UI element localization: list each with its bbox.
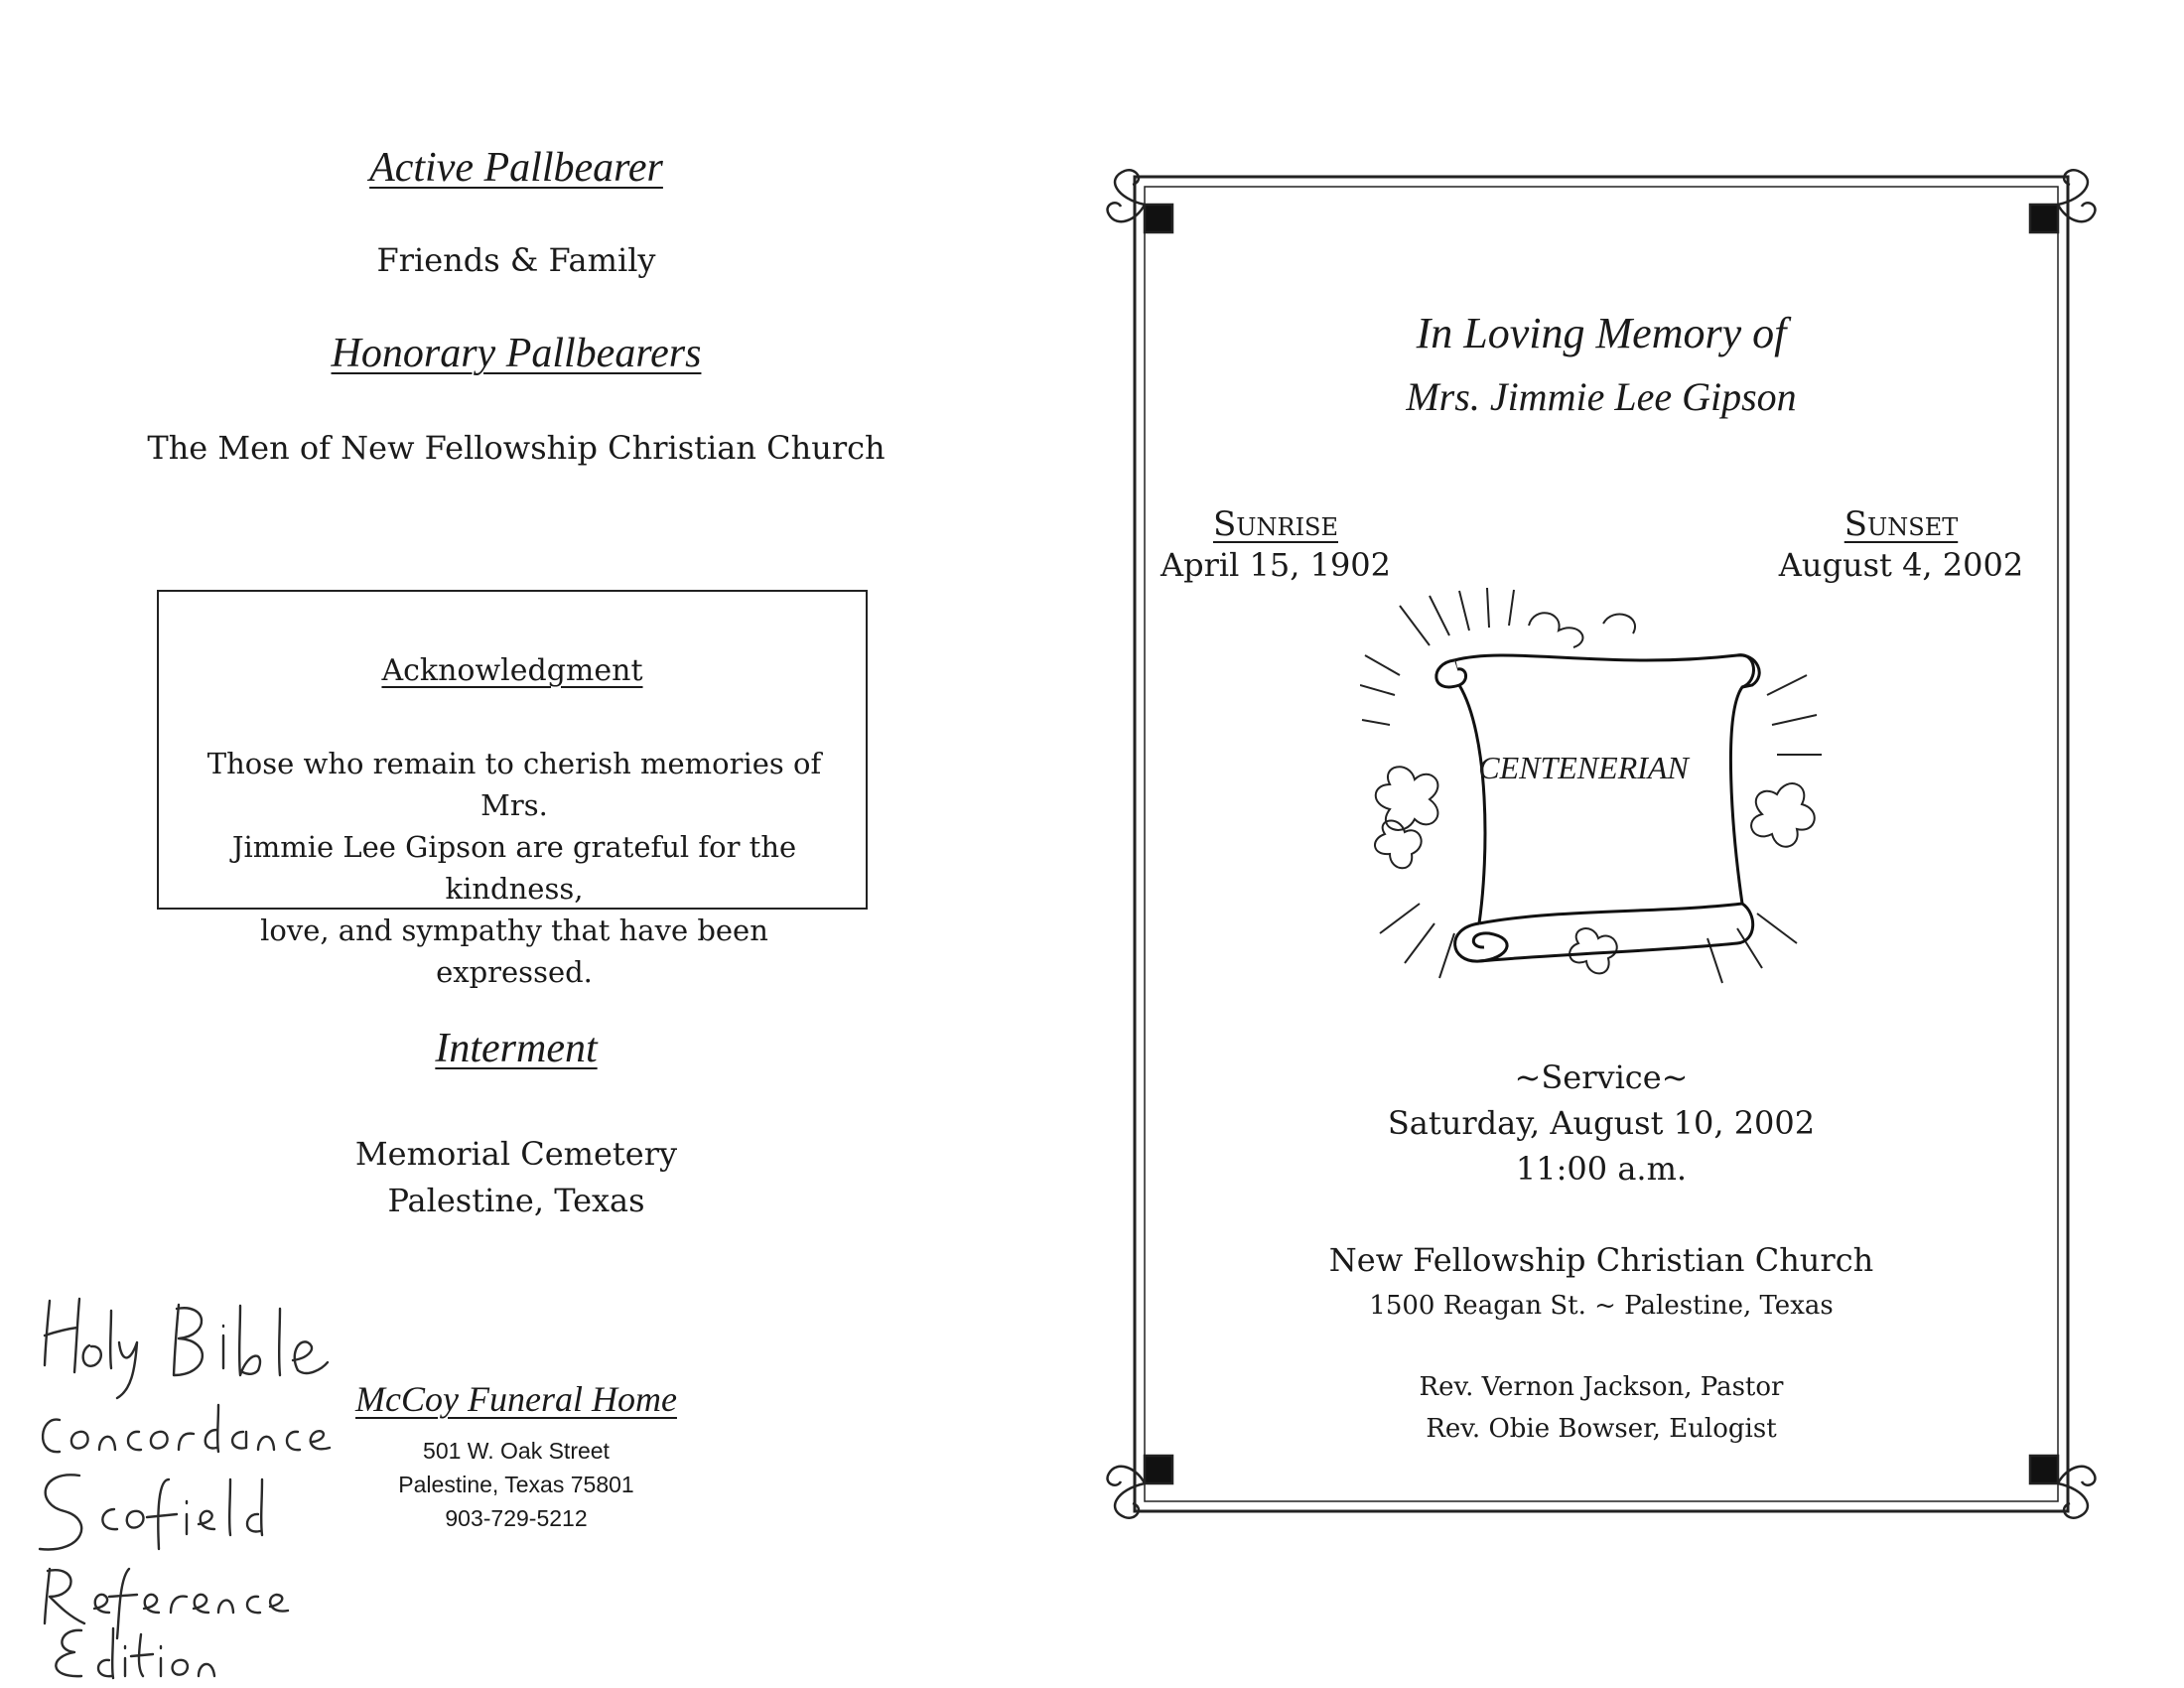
honorary-pallbearers-heading: Honorary Pallbearers xyxy=(331,331,702,376)
funeral-home-phone: 903-729-5212 xyxy=(445,1505,588,1531)
funeral-home-city: Palestine, Texas 75801 xyxy=(398,1472,634,1497)
deceased-name: Mrs. Jimmie Lee Gipson xyxy=(1406,374,1797,419)
handwritten-note xyxy=(20,1281,377,1688)
acknowledgment-line: Those who remain to cherish memories of Mrs. xyxy=(206,747,822,822)
service-time: 11:00 a.m. xyxy=(1515,1150,1688,1188)
scroll-illustration xyxy=(1360,586,1837,993)
active-pallbearer-heading: Active Pallbearer xyxy=(369,145,663,191)
pastor-line: Rev. Vernon Jackson, Pastor xyxy=(1419,1372,1784,1402)
interment-heading: Interment xyxy=(435,1026,598,1071)
eulogist-line: Rev. Obie Bowser, Eulogist xyxy=(1426,1414,1777,1444)
sunrise-label: Sunrise xyxy=(1212,504,1339,544)
funeral-home-address: 501 W. Oak Street xyxy=(423,1438,610,1464)
sunset-block xyxy=(1742,504,2060,584)
interment-line-city: Palestine, Texas xyxy=(387,1182,645,1219)
acknowledgment-heading: Acknowledgment xyxy=(381,653,643,688)
interment-line-cemetery: Memorial Cemetery xyxy=(354,1135,678,1173)
service-label: ~Service~ xyxy=(1514,1058,1689,1096)
cover-title: In Loving Memory of xyxy=(1416,309,1787,357)
sunrise-block xyxy=(1152,504,1400,584)
acknowledgment-line: love, and sympathy that have been expressed. xyxy=(260,914,768,989)
service-date: Saturday, August 10, 2002 xyxy=(1387,1104,1816,1142)
sunrise-date: April 15, 1902 xyxy=(1160,546,1392,584)
church-name: New Fellowship Christian Church xyxy=(1328,1241,1874,1279)
acknowledgment-box xyxy=(157,590,868,989)
left-panel xyxy=(0,0,1052,1688)
sunset-date: August 4, 2002 xyxy=(1778,546,2024,584)
sunset-label: Sunset xyxy=(1843,504,1959,544)
scroll-text: CENTENERIAN xyxy=(1478,750,1689,785)
acknowledgment-body xyxy=(193,743,836,993)
program-cover xyxy=(1097,169,2106,1519)
acknowledgment-line: Jimmie Lee Gipson are grateful for the kindness, xyxy=(231,830,797,906)
honorary-pallbearers-text: The Men of New Fellowship Christian Church xyxy=(147,429,886,467)
church-address: 1500 Reagan St. ~ Palestine, Texas xyxy=(1369,1291,1834,1321)
funeral-home-name: McCoy Funeral Home xyxy=(355,1379,677,1419)
active-pallbearer-text: Friends & Family xyxy=(376,241,656,279)
